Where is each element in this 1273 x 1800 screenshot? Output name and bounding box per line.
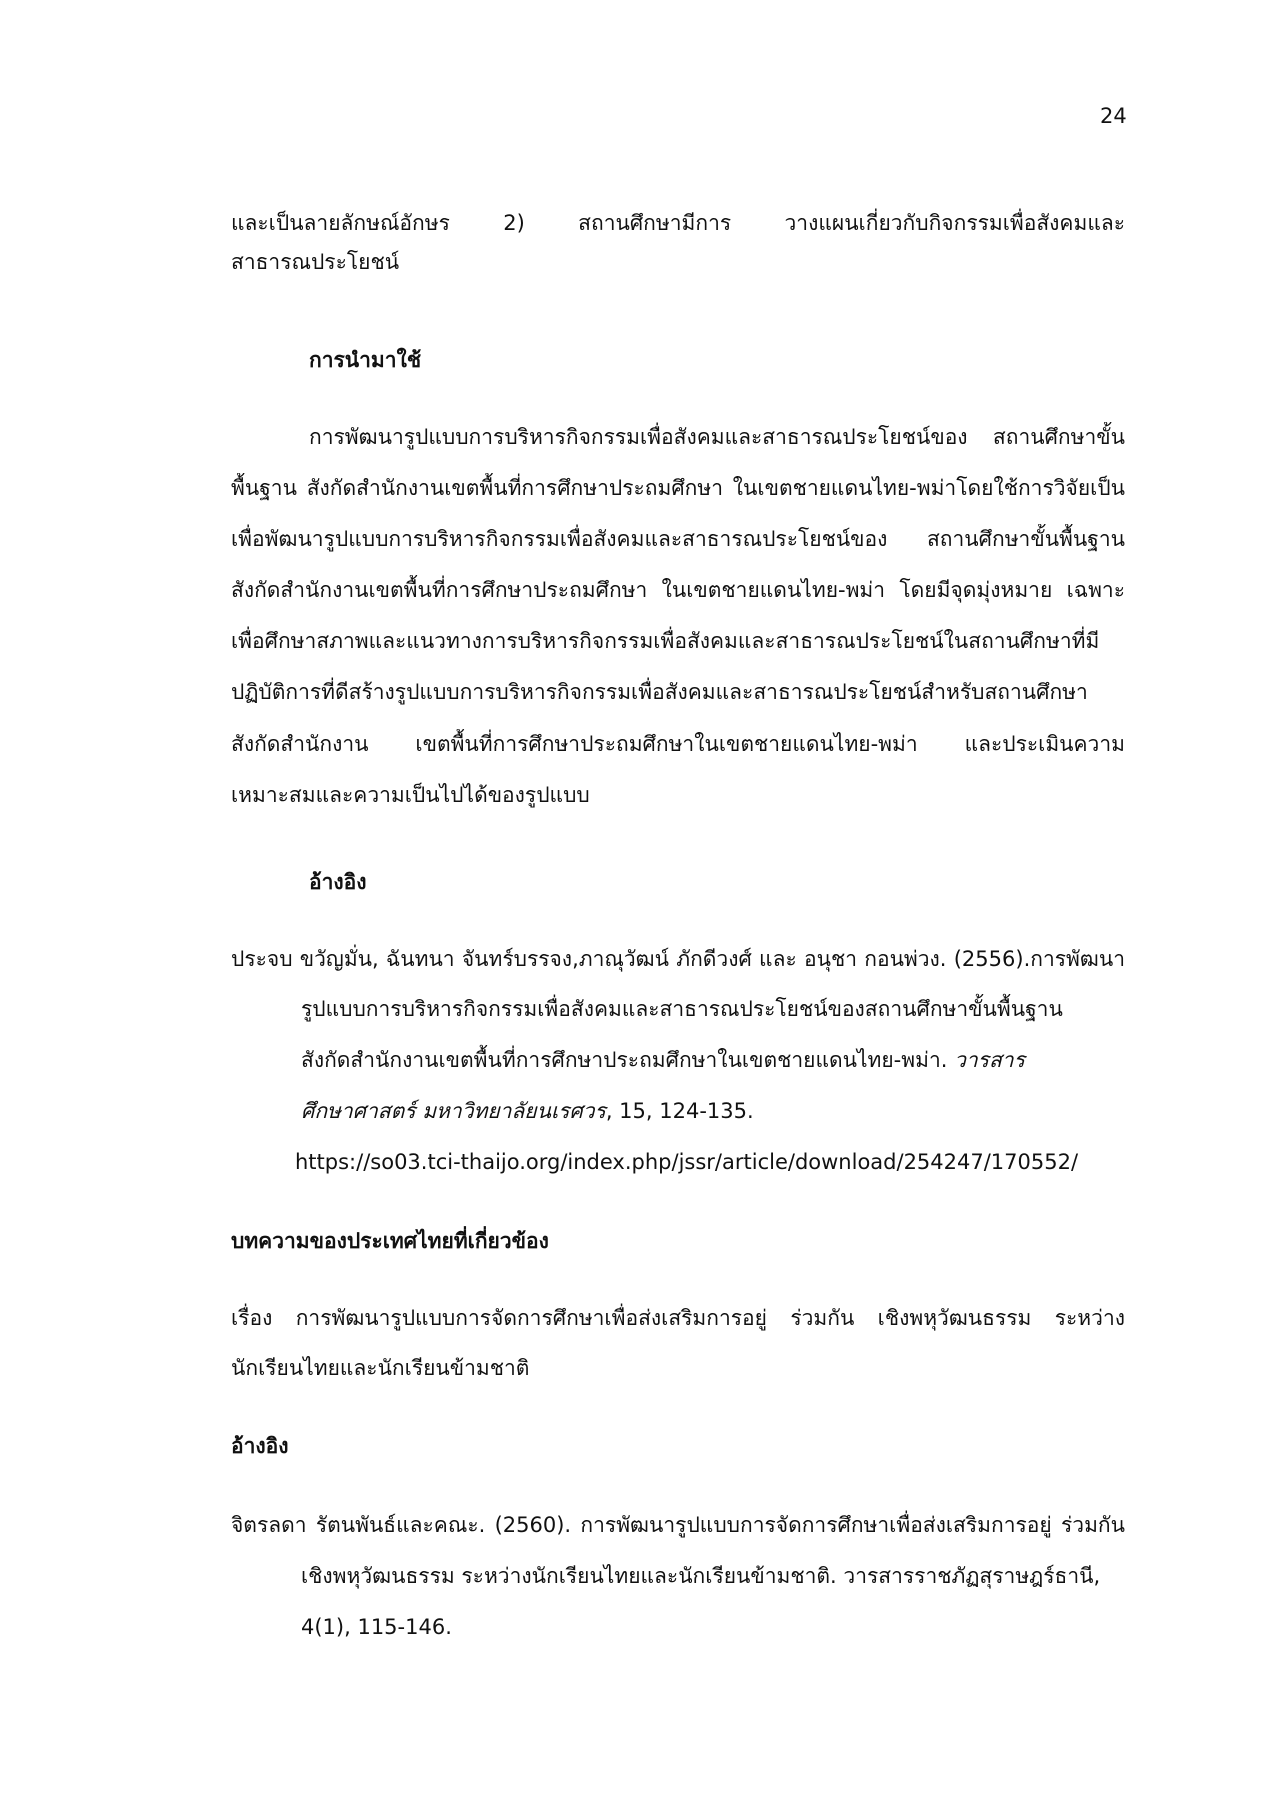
paragraph-line: เพื่อศึกษาสภาพและแนวทางการบริหารกิจกรรมเพื่อสังคมและสาธารณประโยชน์ในสถานศึกษาที่มี [231,629,1100,653]
page-number: 24 [1100,104,1127,128]
section-heading-related-articles: บทความของประเทศไทยที่เกี่ยวข้อง [231,1229,549,1253]
paragraph-line: เหมาะสมและความเป็นไปได้ของรูปแบบ [231,783,590,807]
reference-text: , 15, 124-135. [605,1099,754,1123]
paragraph-line: พื้นฐาน สังกัดสำนักงานเขตพื้นที่การศึกษาประถมศึกษา ในเขตชายแดนไทย-พม่าโดยใช้การวิจัยเป็น [231,476,1125,500]
paragraph-line: ปฏิบัติการที่ดีสร้างรูปแบบการบริหารกิจกรรมเพื่อสังคมและสาธารณประโยชน์สำหรับสถานศึกษา [231,680,1088,704]
reference-url: https://so03.tci-thaijo.org/index.php/jssr/article/download/254247/170552/ [295,1150,1079,1174]
reference-line [301,1045,1025,1075]
reference-heading: อ้างอิง [309,870,367,894]
journal-name: ศึกษาศาสตร์ มหาวิทยาลัยนเรศวร [301,1099,606,1123]
paragraph-line: เพื่อพัฒนารูปแบบการบริหารกิจกรรมเพื่อสังคมและสาธารณประโยชน์ของ สถานศึกษาขั้นพื้นฐาน [231,527,1125,551]
reference-line: ประจบ ขวัญมั่น, ฉันทนา จันทร์บรรจง,ภาณุวัฒน์ ภักดีวงศ์ และ อนุชา กอนพ่วง. (2556).การพัฒนา [231,947,1125,971]
section-heading-usage: การนำมาใช้ [309,348,422,372]
reference-line: 4(1), 115-146. [301,1615,452,1639]
reference-line: จิตรลดา รัตนพันธ์และคณะ. (2560). การพัฒนารูปแบบการจัดการศึกษาเพื่อส่งเสริมการอยู่ ร่วมกัน [231,1513,1125,1537]
reference-text: สังกัดสำนักงานเขตพื้นที่การศึกษาประถมศึกษาในเขตชายแดนไทย-พม่า. [301,1048,955,1072]
article-title-line: นักเรียนไทยและนักเรียนข้ามชาติ [231,1356,530,1380]
reference-line [301,1096,754,1126]
article-title-line: เรื่อง การพัฒนารูปแบบการจัดการศึกษาเพื่อส่งเสริมการอยู่ ร่วมกัน เชิงพหุวัฒนธรรม ระหว่าง [231,1306,1125,1330]
reference-line: รูปแบบการบริหารกิจกรรมเพื่อสังคมและสาธารณประโยชน์ของสถานศึกษาขั้นพื้นฐาน [301,997,1063,1021]
intro-line: สาธารณประโยชน์ [231,250,400,274]
intro-line: และเป็นลายลักษณ์อักษร 2) สถานศึกษามีการ วางแผนเกี่ยวกับกิจกรรมเพื่อสังคมและ [231,211,1125,235]
paragraph-line: สังกัดสำนักงานเขตพื้นที่การศึกษาประถมศึกษา ในเขตชายแดนไทย-พม่า โดยมีจุดมุ่งหมาย เฉพาะ [231,578,1125,602]
reference-line: เชิงพหุวัฒนธรรม ระหว่างนักเรียนไทยและนักเรียนข้ามชาติ. วารสารราชภัฏสุราษฎร์ธานี, [301,1564,1101,1588]
paragraph-line: การพัฒนารูปแบบการบริหารกิจกรรมเพื่อสังคมและสาธารณประโยชน์ของ สถานศึกษาขั้น [309,425,1125,449]
paragraph-line: สังกัดสำนักงาน เขตพื้นที่การศึกษาประถมศึกษาในเขตชายแดนไทย-พม่า และประเมินความ [231,732,1125,756]
journal-name: วารสาร [954,1048,1025,1072]
reference-heading: อ้างอิง [231,1434,289,1458]
